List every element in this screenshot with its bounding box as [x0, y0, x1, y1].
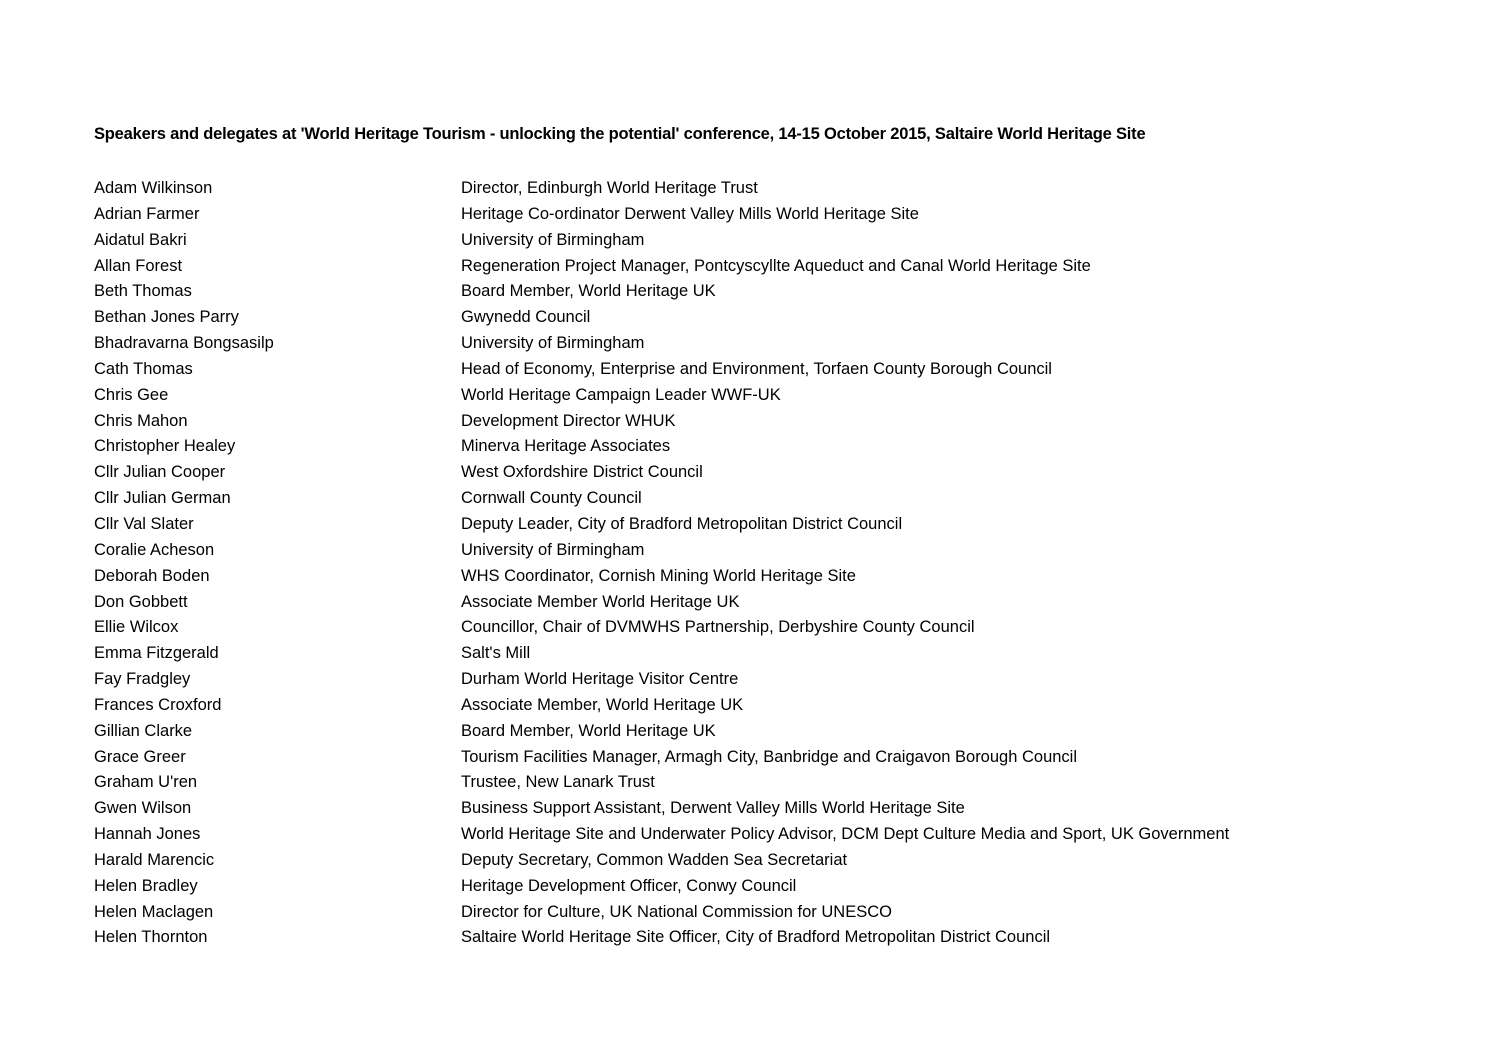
delegate-role: Director for Culture, UK National Commission for UNESCO	[461, 902, 892, 921]
list-item	[94, 228, 1474, 254]
delegate-name: Coralie Acheson	[94, 540, 215, 559]
list-item	[94, 331, 1474, 357]
delegate-role: Trustee, New Lanark Trust	[461, 773, 655, 792]
delegate-role: Heritage Development Officer, Conwy Council	[461, 876, 797, 895]
delegate-role: University of Birmingham	[461, 230, 645, 249]
delegate-name: Bhadravarna Bongsasilp	[94, 334, 274, 353]
delegate-name: Ellie Wilcox	[94, 618, 179, 637]
delegate-role: Salt's Mill	[461, 644, 531, 663]
list-item	[94, 615, 1474, 641]
delegate-role: Regeneration Project Manager, Pontcyscyllte Aqueduct and Canal World Heritage Site	[461, 256, 1091, 275]
delegate-role: Deputy Leader, City of Bradford Metropolitan District Council	[461, 514, 903, 533]
delegate-name: Grace Greer	[94, 747, 186, 766]
list-item	[94, 822, 1474, 848]
list-item	[94, 719, 1474, 745]
delegate-name: Fay Fradgley	[94, 670, 191, 689]
delegate-name: Harald Marencic	[94, 850, 215, 869]
delegate-name: Graham U'ren	[94, 773, 198, 792]
delegate-name: Chris Gee	[94, 385, 169, 404]
delegate-name: Frances Croxford	[94, 695, 222, 714]
delegate-role: Head of Economy, Enterprise and Environment, Torfaen County Borough Council	[461, 359, 1052, 378]
delegate-role: Board Member, World Heritage UK	[461, 721, 716, 740]
list-item	[94, 460, 1474, 486]
list-item	[94, 254, 1474, 280]
delegate-role: West Oxfordshire District Council	[461, 463, 703, 482]
delegate-name: Hannah Jones	[94, 825, 201, 844]
list-item	[94, 305, 1474, 331]
list-item	[94, 202, 1474, 228]
delegate-role: Tourism Facilities Manager, Armagh City, Banbridge and Craigavon Borough Council	[461, 747, 1078, 766]
delegate-name: Helen Thornton	[94, 928, 208, 947]
delegate-name: Deborah Boden	[94, 566, 210, 585]
delegate-name: Adrian Farmer	[94, 204, 200, 223]
delegate-name: Cllr Val Slater	[94, 514, 194, 533]
list-item	[94, 693, 1474, 719]
delegate-role: Director, Edinburgh World Heritage Trust	[461, 179, 758, 197]
delegate-name: Chris Mahon	[94, 411, 188, 430]
delegate-role: Minerva Heritage Associates	[461, 437, 671, 456]
delegate-role: University of Birmingham	[461, 334, 645, 353]
delegate-role: Associate Member World Heritage UK	[461, 592, 740, 611]
list-item	[94, 486, 1474, 512]
delegate-role: Heritage Co-ordinator Derwent Valley Mills World Heritage Site	[461, 204, 919, 223]
delegate-name: Helen Bradley	[94, 876, 198, 895]
list-item	[94, 667, 1474, 693]
list-item	[94, 590, 1474, 616]
list-item	[94, 409, 1474, 435]
delegate-role: Durham World Heritage Visitor Centre	[461, 670, 739, 689]
delegate-name: Helen Maclagen	[94, 902, 214, 921]
delegate-name: Don Gobbett	[94, 592, 188, 611]
delegate-role: University of Birmingham	[461, 540, 645, 559]
delegate-role: Board Member, World Heritage UK	[461, 282, 716, 301]
list-item	[94, 745, 1474, 771]
delegate-name: Bethan Jones Parry	[94, 308, 239, 327]
delegate-list	[94, 176, 1474, 951]
list-item	[94, 874, 1474, 900]
delegate-name: Cllr Julian German	[94, 489, 231, 508]
delegate-name: Emma Fitzgerald	[94, 644, 219, 663]
list-item	[94, 796, 1474, 822]
delegate-role: Cornwall County Council	[461, 489, 642, 508]
delegate-name: Beth Thomas	[94, 282, 192, 301]
delegate-name: Cath Thomas	[94, 359, 193, 378]
list-item	[94, 848, 1474, 874]
delegate-name: Adam Wilkinson	[94, 179, 213, 197]
delegate-role: Saltaire World Heritage Site Officer, City of Bradford Metropolitan District Council	[461, 928, 1051, 947]
list-item	[94, 279, 1474, 305]
delegate-role: Councillor, Chair of DVMWHS Partnership, Derbyshire County Council	[461, 618, 975, 637]
delegate-name: Christopher Healey	[94, 437, 236, 456]
delegate-name: Cllr Julian Cooper	[94, 463, 226, 482]
delegate-role: Business Support Assistant, Derwent Valley Mills World Heritage Site	[461, 799, 965, 818]
delegate-role: World Heritage Campaign Leader WWF-UK	[461, 385, 781, 404]
delegate-name: Gillian Clarke	[94, 721, 193, 740]
delegate-name: Gwen Wilson	[94, 799, 192, 818]
list-item	[94, 770, 1474, 796]
delegate-name: Aidatul Bakri	[94, 230, 187, 249]
delegate-role: Associate Member, World Heritage UK	[461, 695, 744, 714]
list-item	[94, 383, 1474, 409]
list-item	[94, 900, 1474, 926]
delegate-role: Development Director WHUK	[461, 411, 676, 430]
delegate-role: World Heritage Site and Underwater Policy Advisor, DCM Dept Culture Media and Sport, UK Government	[461, 825, 1230, 844]
delegate-name: Allan Forest	[94, 256, 183, 275]
list-item	[94, 641, 1474, 667]
list-item	[94, 564, 1474, 590]
delegate-role: Deputy Secretary, Common Wadden Sea Secretariat	[461, 850, 848, 869]
delegate-role: Gwynedd Council	[461, 308, 591, 327]
list-item	[94, 925, 1474, 951]
list-item	[94, 512, 1474, 538]
document-title: Speakers and delegates at 'World Heritage Tourism - unlocking the potential' conference, 14-15 October 2015, Saltaire World Heritage Site	[94, 125, 1146, 143]
list-item	[94, 176, 1474, 202]
list-item	[94, 538, 1474, 564]
delegate-role: WHS Coordinator, Cornish Mining World Heritage Site	[461, 566, 856, 585]
list-item	[94, 434, 1474, 460]
list-item	[94, 357, 1474, 383]
